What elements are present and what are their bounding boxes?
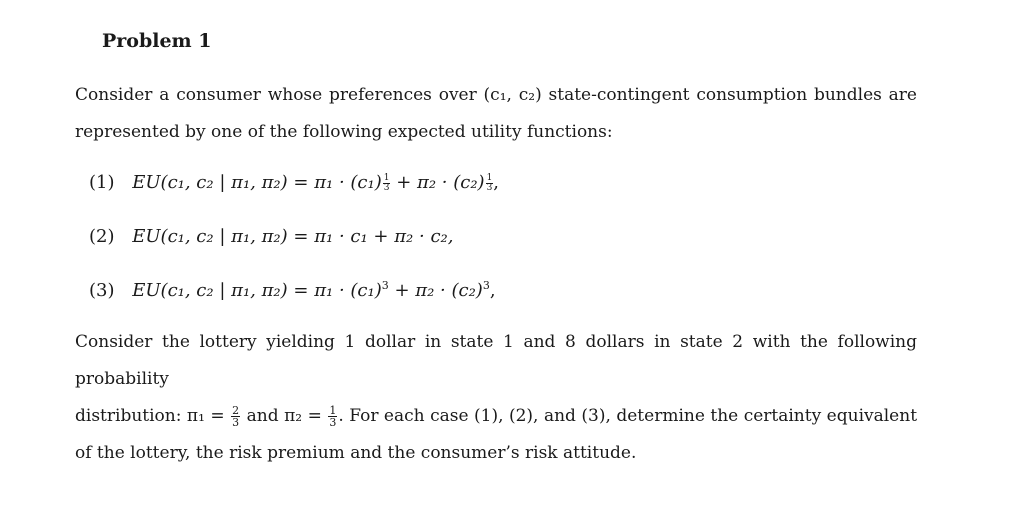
lottery-line-2-middle: and π₂ = [246,406,322,426]
equation-3-body: EU(c₁, c₂ | π₁, π₂) = π₁ · (c₁) [132,280,382,301]
equation-2-number: (2) [89,226,115,247]
equation-1-number: (1) [89,172,115,193]
equation-3-number: (3) [89,280,115,301]
equation-3 [89,279,496,301]
fraction-two-thirds: $\frac{2}{3}$ [232,404,240,429]
equation-1-exponent-2: $\frac{1}{3}$ [486,173,493,193]
equation-1-middle: + π₂ · (c₂) [390,172,485,193]
equation-2-body: EU(c₁, c₂ | π₁, π₂) = π₁ · c₁ + π₂ · c₂, [132,226,454,247]
lottery-line-1: Consider the lottery yielding 1 dollar in state 1 and 8 dollars in state 2 with the following probability [75,332,917,389]
intro-paragraph [75,77,917,151]
fraction-one-third: $\frac{1}{3}$ [329,404,337,429]
equation-3-exponent-2: 3 [482,279,490,292]
problem-title: Problem 1 [102,30,212,52]
equation-1 [89,172,499,193]
lottery-line-3: of the lottery, the risk premium and the consumer’s risk attitude. [75,443,637,463]
equation-1-body: EU(c₁, c₂ | π₁, π₂) = π₁ · (c₁) [132,172,382,193]
equation-3-exponent-1: 3 [381,279,389,292]
equation-1-exponent-1: $\frac{1}{3}$ [383,173,390,193]
equation-3-middle: + π₂ · (c₂) [388,280,483,301]
intro-line-2: represented by one of the following expected utility functions: [75,122,613,142]
equation-2 [89,226,453,247]
equation-1-end: , [493,172,500,193]
intro-line-1: Consider a consumer whose preferences over (c₁, c₂) state-contingent consumption bundles are [75,85,917,105]
lottery-line-2-start: distribution: π₁ = [75,406,225,426]
equation-3-end: , [489,280,496,301]
lottery-line-2-end: . For each case (1), (2), and (3), determine the certainty equivalent [338,406,918,426]
lottery-line-2 [75,398,917,435]
lottery-paragraph [75,324,917,472]
